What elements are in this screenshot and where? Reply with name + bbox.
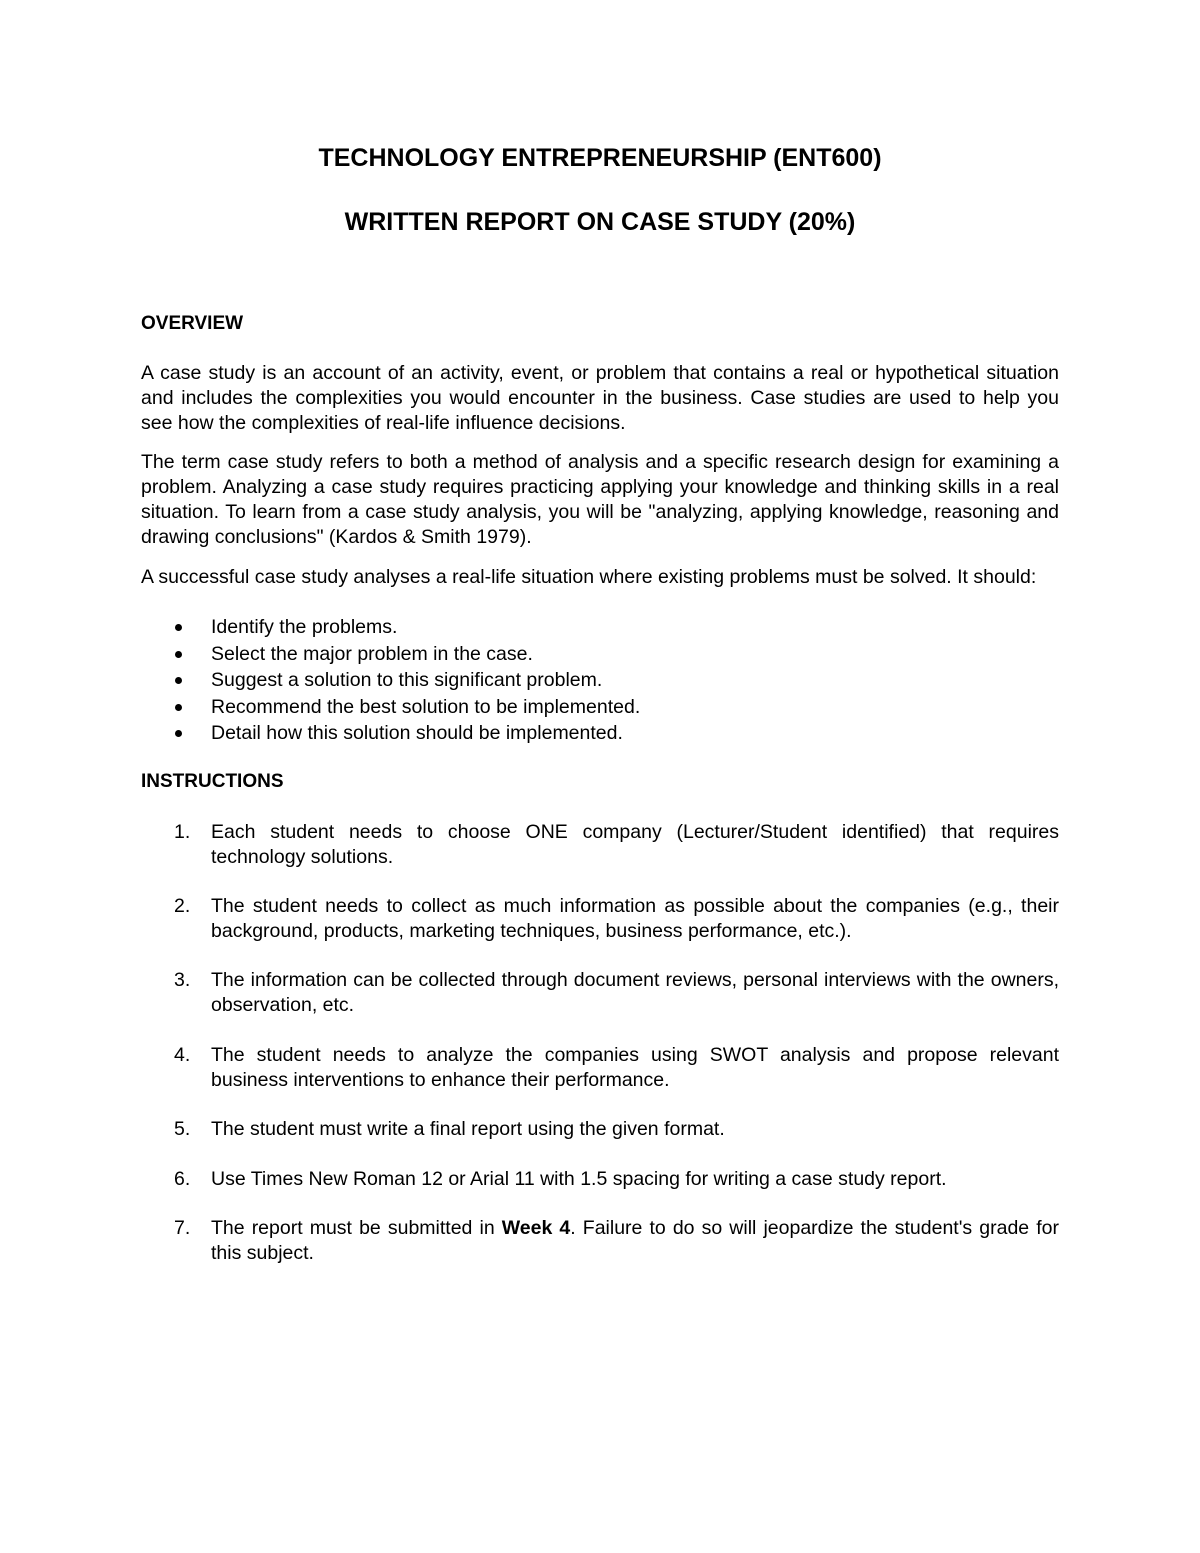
instruction-text: The student must write a final report using the given format. xyxy=(211,1118,725,1140)
instruction-text xyxy=(211,1216,1059,1266)
overview-paragraph: A case study is an account of an activity, event, or problem that contains a real or hypothetical situation and includes the complexities you would encounter in the business. Case studies are used to help you see how the complexities of real-life influence decisions. xyxy=(141,362,1059,434)
bullet-text: Identify the problems. xyxy=(211,616,398,638)
requirements-bullet-list xyxy=(141,614,1059,747)
bullet-item xyxy=(141,720,1059,747)
instruction-number: 4. xyxy=(174,1044,191,1066)
instruction-item xyxy=(141,894,1059,944)
instruction-text: The student needs to analyze the companies using SWOT analysis and propose relevant business interventions to enhance their performance. xyxy=(211,1044,1059,1091)
instruction-number: 2. xyxy=(174,895,191,917)
bullet-icon xyxy=(175,651,182,658)
bullet-item xyxy=(141,641,1059,668)
bullet-icon xyxy=(175,677,182,684)
bullet-text: Detail how this solution should be implemented. xyxy=(211,722,623,744)
instruction-text: Each student needs to choose ONE company (Lecturer/Student identified) that requires technology solutions. xyxy=(211,821,1059,868)
instruction-text-before: The report must be submitted in xyxy=(211,1217,502,1239)
instruction-text: Use Times New Roman 12 or Arial 11 with 1.5 spacing for writing a case study report. xyxy=(211,1168,947,1190)
instruction-item xyxy=(141,1043,1059,1093)
instruction-number: 3. xyxy=(174,969,191,991)
instruction-item xyxy=(141,1167,1059,1192)
instruction-item xyxy=(141,820,1059,870)
instruction-text-after: . Failure to do so will jeopardize the student's grade for this subject. xyxy=(211,1217,1059,1264)
instruction-item xyxy=(141,1117,1059,1142)
deadline-week: Week 4 xyxy=(501,1217,571,1239)
instruction-item xyxy=(141,968,1059,1018)
instructions-heading: INSTRUCTIONS xyxy=(141,771,284,792)
overview-paragraph: The term case study refers to both a method of analysis and a specific research design for examining a problem. Analyzing a case study requires practicing applying your knowledge and thinking skills in a real situation. To learn from a case study analysis, you will be "analyzing, applying knowledge, reasoning and drawing conclusions" (Kardos & Smith 1979). xyxy=(141,451,1059,548)
document-title: TECHNOLOGY ENTREPRENEURSHIP (ENT600) xyxy=(318,144,882,172)
instruction-number: 5. xyxy=(174,1118,191,1140)
instruction-text: The student needs to collect as much information as possible about the companies (e.g., their background, products, marketing techniques, business performance, etc.). xyxy=(211,895,1059,942)
overview-paragraph: A successful case study analyses a real-life situation where existing problems must be solved. It should: xyxy=(141,566,1037,588)
bullet-item xyxy=(141,667,1059,694)
instruction-number: 7. xyxy=(174,1217,191,1239)
instruction-number: 6. xyxy=(174,1168,191,1190)
instruction-number: 1. xyxy=(174,821,191,843)
overview-heading: OVERVIEW xyxy=(141,313,244,334)
bullet-text: Select the major problem in the case. xyxy=(211,642,533,665)
bullet-item xyxy=(141,614,1059,641)
bullet-icon xyxy=(175,730,182,737)
document-subtitle: WRITTEN REPORT ON CASE STUDY (20%) xyxy=(344,208,856,236)
bullet-text: Recommend the best solution to be implemented. xyxy=(211,695,641,718)
bullet-icon xyxy=(175,624,182,631)
bullet-icon xyxy=(175,704,182,711)
instruction-item xyxy=(141,1216,1059,1266)
instruction-text: The information can be collected through document reviews, personal interviews with the owners, observation, etc. xyxy=(211,969,1059,1016)
bullet-text: Suggest a solution to this significant problem. xyxy=(211,669,603,691)
bullet-item xyxy=(141,694,1059,721)
